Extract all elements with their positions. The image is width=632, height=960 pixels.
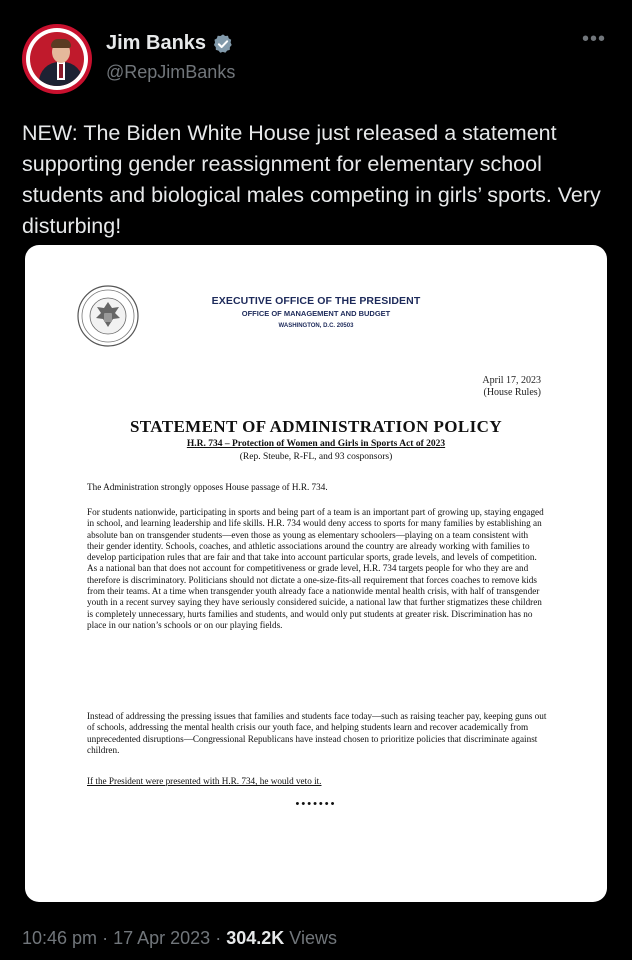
tweet-date[interactable]: 17 Apr 2023 (113, 928, 211, 948)
document-location: WASHINGTON, D.C. 20503 (278, 323, 354, 329)
tweet-meta (22, 928, 337, 949)
tweet-time[interactable]: 10:46 pm (22, 928, 98, 948)
document-title: STATEMENT OF ADMINISTRATION POLICY (129, 417, 503, 436)
tweet-text: NEW: The Biden White House just released a statement supporting gender reassignment for elementary school students and biological males competing in girls’ sports. Very disturbing! (22, 121, 601, 238)
views-count[interactable]: 304.2K (226, 928, 285, 948)
document-date: April 17, 2023 (482, 375, 541, 386)
views-label: Views (289, 928, 337, 948)
document-paragraph: Instead of addressing the pressing issues that families and students face today—such as raising teacher pay, keeping guns out of schools, addressing the mental health crisis our youth face, and helping students learn and recover academically from unprecedented disruptions—Congressional Republicans have instead chosen to prioritize policies that discriminate against children. (87, 711, 547, 755)
meta-separator: · (215, 928, 222, 948)
document-sponsors: (Rep. Steube, R-FL, and 93 cosponsors) (239, 452, 393, 462)
document-rules: (House Rules) (483, 387, 541, 398)
document-paragraph: The Administration strongly opposes House passage of H.R. 734. (87, 482, 328, 492)
document-paragraph: For students nationwide, participating in sports and being part of a team is an important part of growing up, staying engaged in school, and learning leadership and life skills. H.R. 734 would deny access to sports for many families by establishing an absolute ban on transgender students—even those as young as elementary schoolers—playing on a team consistent with their gender identity. Schools, coaches, and athletic associations around the country are already working with families to develop participation rules that are fair and that take into account particular sports, grade levels, and levels of competition. As a national ban that does not account for competitiveness or grade level, H.R. 734 targets people for who they are and therefore is discriminatory. Politicians should not dictate a one-size-fits-all requirement that forces coaches to remove kids from their teams. At a time when transgender youth already face a nationwide mental health crisis, with half of transgender youth in a recent survey saying they have seriously considered suicide, a national law that further stigmatizes these children is completely unnecessary, hurts families and students, and would only put students at greater risk. Discrimination has no place in our nation’s schools or on our playing fields. (87, 507, 544, 630)
document-date-block (482, 375, 541, 399)
document-office: EXECUTIVE OFFICE OF THE PRESIDENT (211, 295, 421, 307)
author-name-row[interactable] (106, 32, 234, 55)
verified-badge-icon (212, 33, 234, 55)
tweet-image[interactable] (25, 245, 607, 902)
document-department: OFFICE OF MANAGEMENT AND BUDGET (241, 309, 391, 318)
avatar[interactable] (22, 24, 92, 94)
more-options-icon[interactable]: ••• (581, 28, 606, 50)
author-handle[interactable]: @RepJimBanks (106, 62, 236, 82)
tweet-header (22, 24, 610, 94)
meta-separator: · (102, 928, 109, 948)
author-name[interactable]: Jim Banks (106, 32, 207, 54)
document-bill: H.R. 734 – Protection of Women and Girls in Sports Act of 2023 (186, 439, 446, 449)
document-end-mark: ••••••• (295, 798, 337, 810)
document-veto-statement: If the President were presented with H.R. 734, he would veto it. (87, 776, 322, 786)
